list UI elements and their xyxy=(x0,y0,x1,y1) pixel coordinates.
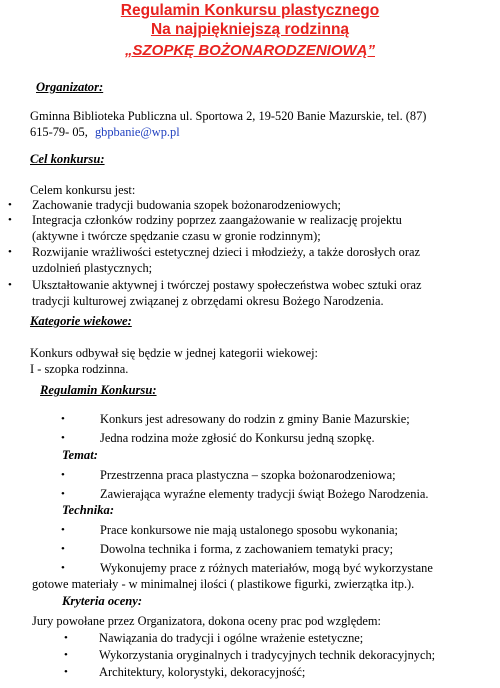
bullet-icon: • xyxy=(61,432,65,444)
bullet-icon: • xyxy=(64,666,68,678)
bullet-icon: • xyxy=(64,632,68,644)
goal-item-4-line-1: Ukształtowanie aktywnej i twórczej postawy społeczeństwa wobec sztuki oraz xyxy=(32,278,422,292)
goal-intro: Celem konkursu jest: xyxy=(30,183,136,197)
bullet-icon: • xyxy=(61,543,65,555)
goal-item-4-line-2: tradycji kulturowej związanej z obrzędami okresu Bożego Narodzenia. xyxy=(32,294,384,308)
bullet-icon: • xyxy=(64,649,68,661)
organizer-heading: Organizator: xyxy=(36,80,104,94)
bullet-icon: • xyxy=(61,488,65,500)
goal-item-1: Zachowanie tradycji budowania szopek bożonarodzeniowych; xyxy=(32,198,341,212)
technique-item-1: Prace konkursowe nie mają ustalonego sposobu wykonania; xyxy=(100,523,398,537)
rules-item-2: Jedna rodzina może zgłosić do Konkursu jedną szopkę. xyxy=(100,431,375,445)
goal-item-3-line-1: Rozwijanie wrażliwości estetycznej dzieci i młodzieży, a także dorosłych oraz xyxy=(32,245,420,259)
criteria-item-2: Wykorzystania oryginalnych i tradycyjnych technik dekoracyjnych; xyxy=(99,648,436,662)
goal-item-2-line-1: Integracja członków rodziny poprzez zaangażowanie w realizację projektu xyxy=(32,213,402,227)
bullet-icon: • xyxy=(61,413,65,425)
bullet-icon: • xyxy=(8,246,12,258)
technique-heading: Technika: xyxy=(62,503,115,517)
criteria-item-1: Nawiązania do tradycji i ogólne wrażenie estetyczne; xyxy=(99,631,364,645)
age-line-1: Konkurs odbywał się będzie w jednej kategorii wiekowej: xyxy=(30,346,319,360)
bullet-icon: • xyxy=(61,562,65,574)
goal-heading: Cel konkursu: xyxy=(30,152,105,166)
organizer-phone: 615-79- 05, xyxy=(30,125,88,139)
technique-item-2: Dowolna technika i forma, z zachowaniem tematyki pracy; xyxy=(100,542,394,556)
age-heading: Kategorie wiekowe: xyxy=(30,314,132,328)
theme-heading: Temat: xyxy=(62,448,98,462)
bullet-icon: • xyxy=(8,199,12,211)
theme-item-1: Przestrzenna praca plastyczna – szopka bożonarodzeniowa; xyxy=(100,468,396,482)
doc-title-line-2: Na najpiękniejszą rodzinną xyxy=(150,21,350,38)
organizer-address: Gminna Biblioteka Publiczna ul. Sportowa 2, 19-520 Banie Mazurskie, tel. (87) xyxy=(30,109,427,123)
bullet-icon: • xyxy=(61,469,65,481)
rules-item-1: Konkurs jest adresowany do rodzin z gminy Banie Mazurskie; xyxy=(100,412,410,426)
goal-item-2-line-2: (aktywne i twórcze spędzanie czasu w gronie rodzinnym); xyxy=(32,229,321,243)
doc-title-line-3: „SZOPKĘ BOŻONARODZENIOWĄ” xyxy=(125,42,375,59)
doc-title-line-1: Regulamin Konkursu plastycznego xyxy=(120,2,380,19)
organizer-email-link[interactable]: gbpbanie@wp.pl xyxy=(94,125,180,139)
organizer-phone-line xyxy=(30,125,180,140)
goal-item-3-line-2: uzdolnień plastycznych; xyxy=(32,261,153,275)
age-line-2: I - szopka rodzinna. xyxy=(30,362,129,376)
technique-continuation: gotowe materiały - w minimalnej ilości ( plastikowe figurki, zwierzątka itp.). xyxy=(32,577,415,591)
theme-item-2: Zawierająca wyraźne elementy tradycji świąt Bożego Narodzenia. xyxy=(100,487,429,501)
bullet-icon: • xyxy=(8,279,12,291)
criteria-item-3: Architektury, kolorystyki, dekoracyjność; xyxy=(99,665,306,679)
criteria-intro: Jury powołane przez Organizatora, dokona oceny prac pod względem: xyxy=(32,614,381,628)
bullet-icon: • xyxy=(61,524,65,536)
bullet-icon: • xyxy=(8,214,12,226)
criteria-heading: Kryteria oceny: xyxy=(62,594,143,608)
rules-heading: Regulamin Konkursu: xyxy=(40,383,157,397)
technique-item-3: Wykonujemy prace z różnych materiałów, mogą być wykorzystane xyxy=(100,561,433,575)
